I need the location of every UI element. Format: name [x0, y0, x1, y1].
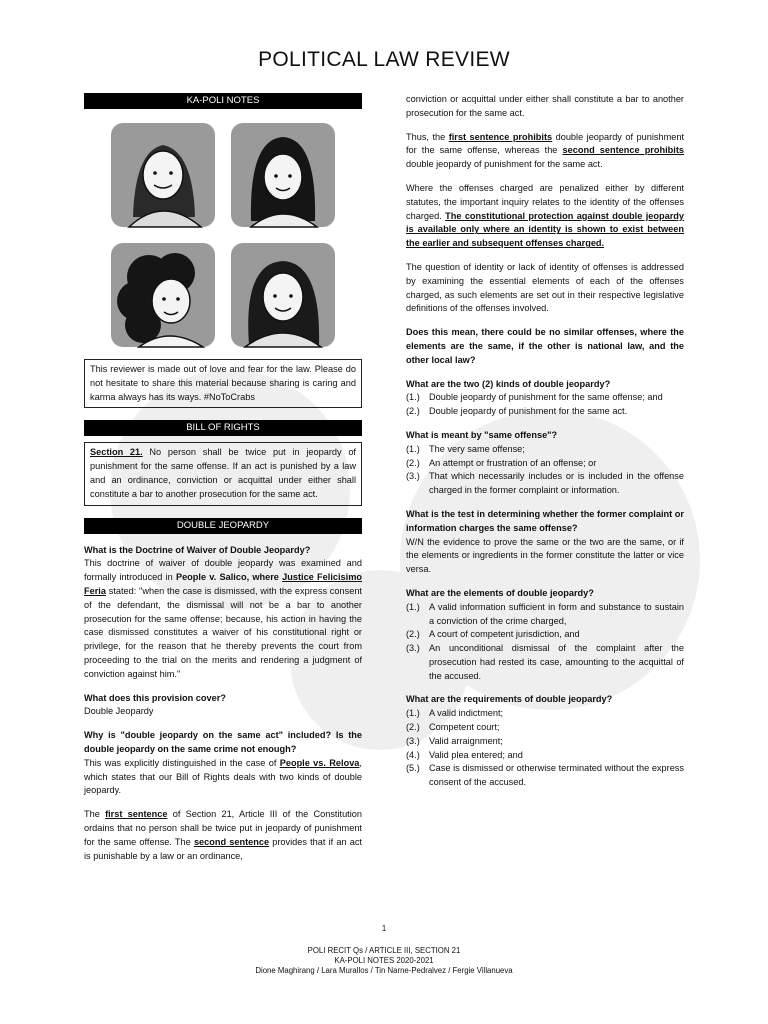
list-item: (3.) An unconditional dismissal of the complaint after the prosecution had rested its case, amounting to the acquittal of the accused. [406, 643, 684, 681]
answer-coverage: Double Jeopardy [84, 706, 154, 717]
list-item: (1.) A valid indictment; [406, 708, 504, 719]
question-same-offense: What is meant by "same offense"? [406, 429, 558, 440]
section-21-label: Section 21. [90, 447, 143, 458]
page-number: 1 [381, 924, 387, 933]
portrait-top-right [229, 121, 337, 229]
footer-line-3: Dione Maghirang / Lara Murallos / Tin Narne-Pedralvez / Fergie Villanueva [255, 966, 513, 975]
list-item: (4.) Valid plea entered; and [406, 749, 523, 760]
section-header-bill-of-rights: BILL OF RIGHTS [84, 420, 362, 436]
disclaimer-box: This reviewer is made out of love and fear for the law. Please do not hesitate to share this material because sharing is caring and karma always has its ways. #NoToCrabs [84, 359, 362, 408]
list-requirements [406, 707, 684, 790]
footer-line-2: KA-POLI NOTES 2020-2021 [334, 956, 434, 965]
list-item: (2.) Double jeopardy of punishment for the same act. [406, 406, 628, 417]
answer-waiver: This doctrine of waiver of double jeopardy was examined and formally introduced in People v. Salico, where Justice Felicisimo Feria stated: "when the case is dismissed, with the express consent of the defendant, the dismissal will not be a bar to another prosecution for the same offense; because, his action in having the case dismissed constitutes a waiver of his constitutional right or privilege, for the reason that he thereby prevents the court from proceeding to the trial on the merits and rendering a judgment of conviction against him." [84, 558, 362, 679]
paragraph-continuation: conviction or acquittal under either shall constitute a bar to another prosecution for the same act. [406, 94, 684, 118]
list-item: (5.) Case is dismissed or otherwise terminated without the express consent of the accused. [406, 763, 684, 788]
list-item: (1.) A valid information sufficient in form and substance to sustain a conviction of the crime charged, [406, 601, 684, 626]
list-two-kinds [406, 391, 684, 419]
section-header-double-jeopardy: DOUBLE JEOPARDY [84, 518, 362, 534]
question-coverage: What does this provision cover? [84, 692, 226, 703]
illustration-four-women [109, 121, 337, 349]
portrait-bottom-right [229, 241, 337, 349]
answer-test: W/N the evidence to prove the same or the two are the same, or if the elements or ingredients in the former constitute the latter or vice versa. [406, 536, 684, 575]
question-two-kinds: What are the two (2) kinds of double jeopardy? [406, 378, 611, 389]
left-column [84, 93, 362, 873]
page-title: POLITICAL LAW REVIEW [258, 48, 510, 71]
footer-line-1: POLI RECIT Qs / ARTICLE III, SECTION 21 [307, 946, 461, 955]
list-item: (1.) The very same offense; [406, 443, 525, 454]
list-item: (3.) That which necessarily includes or is included in the offense charged in the former complaint or information. [406, 471, 684, 496]
list-elements [406, 601, 684, 684]
question-test: What is the test in determining whether the former complaint or information charges the same offense? [406, 508, 684, 533]
list-item: (2.) A court of competent jurisdiction, and [406, 629, 580, 640]
question-elements: What are the elements of double jeopardy? [406, 587, 594, 598]
list-item: (1.) Double jeopardy of punishment for the same offense; and [406, 392, 663, 403]
section-21-text: No person shall be twice put in jeopardy of punishment for the same offense. If an act is punished by a law and an ordinance, conviction or acquittal under either shall constitute a bar to another prosecution for the same act. [90, 447, 356, 499]
list-item: (2.) Competent court; [406, 722, 500, 733]
paragraph-first-second-sentence: The first sentence of Section 21, Article III of the Constitution ordains that no person shall be twice put in jeopardy of punishment for the same offense. The second sentence provides that if an act is punishable by a law or an ordinance, [84, 809, 362, 861]
paragraph-thus: Thus, the first sentence prohibits double jeopardy of punishment for the same offense, whereas the second sentence prohibits double jeopardy of punishment for the same act. [406, 131, 684, 170]
footer [0, 946, 768, 976]
list-item: (3.) Valid arraignment; [406, 735, 503, 746]
paragraph-identity: Where the offenses charged are penalized either by different statutes, the important inquiry relates to the identity of the offenses charged. The constitutional protection against double jeopardy is available only where an identity is shown to exist between the earlier and subsequent offenses charged. [406, 182, 684, 249]
portrait-top-left [109, 121, 217, 229]
question-requirements: What are the requirements of double jeopardy? [406, 694, 613, 705]
right-column [406, 93, 684, 800]
portrait-bottom-left [109, 241, 217, 349]
case-relova: People vs. Relova [279, 757, 360, 768]
section-21-box [84, 442, 362, 505]
answer-same-act: This was explicitly distinguished in the case of People vs. Relova, which states that our Bill of Rights deals with two kinds of double jeopardy. [84, 757, 362, 796]
list-item: (2.) An attempt or frustration of an offense; or [406, 457, 597, 468]
section-header-kapoli: KA-POLI NOTES [84, 93, 362, 109]
question-similar-offenses: Does this mean, there could be no similar offenses, where the elements are the same, if the other is national law, and the other local law? [406, 327, 684, 365]
question-same-act: Why is "double jeopardy on the same act" included? Is the double jeopardy on the same crime not enough? [84, 730, 362, 754]
case-salico: People v. Salico [175, 572, 247, 583]
paragraph-elements: The question of identity or lack of identity of offenses is addressed by examining the essential elements of each of the offenses charged, as such elements are set out in their respective legislative definitions of the offenses involved. [406, 261, 684, 314]
question-waiver: What is the Doctrine of Waiver of Double Jeopardy? [84, 544, 311, 555]
list-same-offense [406, 443, 684, 498]
justice-feria: Justice Felicisimo Feria [84, 572, 362, 596]
